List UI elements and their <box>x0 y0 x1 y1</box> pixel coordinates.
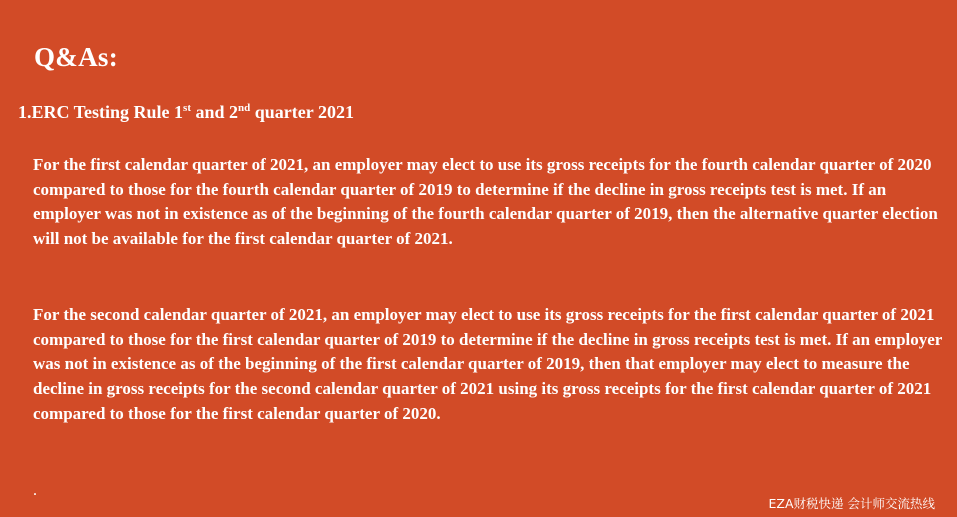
bullet-dot: · <box>33 487 38 501</box>
paragraph-second-quarter: For the second calendar quarter of 2021, an employer may elect to use its gross receipts for the first calendar quarter of 2021 compared to those for the first calendar quarter of 2019 to determine if the decline in gross receipts test is met. If an employer was not in existence as of the beginning of the first calendar quarter of 2019, then that employer may elect to measure the decline in gross receipts for the second calendar quarter of 2021 using its gross receipts for the first calendar quarter of 2021 compared to those for the first calendar quarter of 2020. <box>33 305 943 423</box>
heading-suffix: quarter 2021 <box>250 102 354 122</box>
heading-middle: and 2 <box>191 102 239 122</box>
section-heading <box>18 102 354 123</box>
watermark-text: EZA财税快递 会计师交流热线 <box>768 496 935 511</box>
heading-superscript-second: nd <box>238 102 251 114</box>
slide-title: Q&As: <box>34 42 118 72</box>
paragraph-first-quarter: For the first calendar quarter of 2021, an employer may elect to use its gross receipts for the fourth calendar quarter of 2020 compared to those for the fourth calendar quarter of 2019 to determine if the decline in gross receipts test is met. If an employer was not in existence as of the beginning of the fourth calendar quarter of 2019, then the alternative quarter election will not be available for the first calendar quarter of 2021. <box>33 155 938 249</box>
heading-prefix: 1.ERC Testing Rule 1 <box>18 102 184 122</box>
heading-superscript-first: st <box>183 102 191 114</box>
